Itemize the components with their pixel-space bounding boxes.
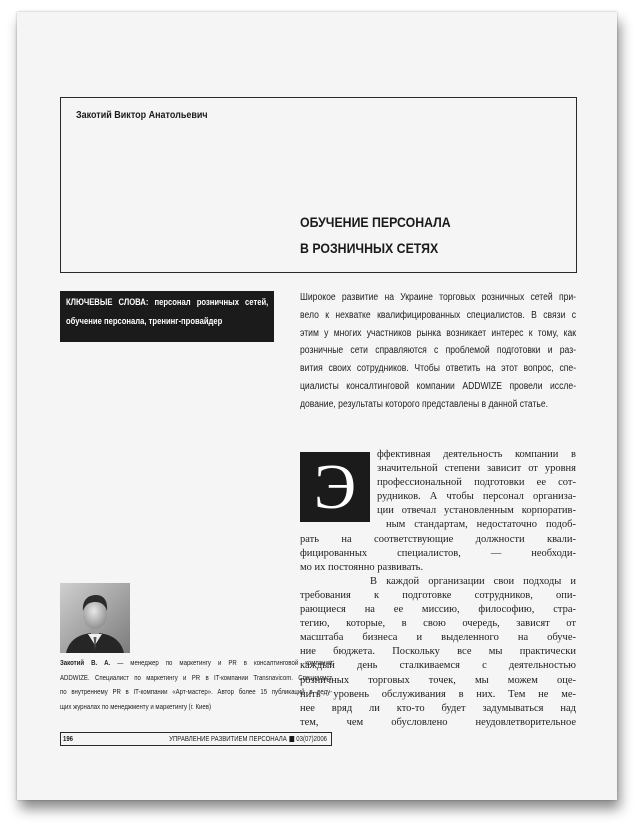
body-line: фицированных специалистов, — необходи-	[300, 547, 576, 559]
body-line: мо их постоянно развивать.	[300, 561, 424, 573]
journal-name: УПРАВЛЕНИЕ РАЗВИТИЕМ ПЕРСОНАЛА	[169, 734, 287, 743]
bio-line: по внутреннему PR в IT-компании «Арт-мастер». Автор более 15 публикаций в веду-	[60, 687, 333, 697]
author-portrait-image	[60, 583, 130, 653]
author-bio	[60, 656, 332, 714]
title-line: ОБУЧЕНИЕ ПЕРСОНАЛА	[300, 214, 451, 230]
footer-journal-info	[169, 733, 327, 745]
keywords-box	[60, 291, 274, 342]
body-line: розничных торговых точек, мы можем оце-	[300, 674, 576, 686]
body-line: значительной степени зависит от уровня	[377, 463, 576, 475]
body-line: ние бюджета. Поскольку все мы практически	[300, 646, 576, 658]
lead-line: Широкое развитие на Украине торговых розничных сетей при-	[300, 292, 577, 303]
bio-line: щих журналах по менеджменту и маркетингу (г. Киев)	[60, 701, 212, 711]
title-line: В РОЗНИЧНЫХ СЕТЯХ	[300, 240, 439, 256]
bio-line: ADDWIZE. Специалист по маркетингу и PR в IT-компании Transnavicom. Специалист	[60, 672, 333, 682]
body-line: ции отвечал установленным корпоратив-	[377, 505, 576, 517]
body-line: каждый день сталкиваемся с деятельностью	[300, 660, 576, 672]
bio-line	[60, 656, 332, 671]
article-title	[300, 209, 451, 261]
page-footer	[60, 732, 332, 746]
drop-cap: Э	[300, 452, 370, 522]
body-line: ффективная деятельность компании в	[377, 449, 576, 460]
body-line: требования к подготовке сотрудников, опи-	[300, 589, 576, 601]
author-photo	[60, 583, 130, 653]
body-line: рающиеся на ее миссию, философию, стра-	[300, 604, 576, 616]
body-line: тегию, которые, в свою очередь, зависят от	[300, 618, 576, 630]
body-line: рудников. А чтобы персонал организа-	[377, 491, 576, 503]
lead-line: циалисты консалтинговой компании ADDWIZE провели иссле-	[300, 380, 577, 392]
body-line: В каждой организации свои подходы и	[370, 575, 576, 587]
bio-author-name: Закотий В. А.	[60, 658, 111, 667]
author-name: Закотий Виктор Анатольевич	[76, 110, 208, 121]
lead-line: вело к нехватке квалифицированных специалистов. В связи с	[300, 309, 577, 321]
body-line: рать на соответствующие должности квали-	[300, 533, 576, 545]
body-line: тем, чем обусловлено неудовлетворительное	[300, 716, 576, 728]
page-number: 196	[63, 734, 74, 743]
lead-paragraph	[300, 289, 576, 414]
body-line: нее вряд ли кто-то будет задумываться над	[300, 702, 576, 714]
lead-line: вития своих сотрудников. Чтобы ответить на этот вопрос, спе-	[300, 363, 577, 375]
keywords-line: КЛЮЧЕВЫЕ СЛОВА: персонал розничных сетей,	[66, 297, 269, 307]
lead-line: розничные сети справляются с проблемой подготовки и раз-	[300, 345, 577, 357]
lead-line: дование, результаты которого представлены в данной статье.	[300, 398, 549, 410]
separator-square-icon	[289, 736, 294, 742]
body-line: нить уровень обслуживания в них. Тем не ме-	[300, 688, 576, 700]
keywords-text	[66, 293, 268, 331]
issue-number: 03(07)2006	[296, 734, 327, 743]
bio-text: — менеджер по маркетингу и PR в консалтинговой компании	[117, 658, 333, 667]
lead-line: этим у многих участников рынка возникает интерес к тому, как	[300, 327, 577, 339]
footer-content	[63, 733, 327, 745]
body-line: профессиональной подготовки ее сот-	[377, 477, 576, 489]
body-line: масштаба бизнеса и выделенного на обуче-	[300, 632, 576, 644]
body-text	[300, 448, 576, 730]
keywords-line: обучение персонала, тренинг-провайдер	[66, 316, 223, 326]
body-line: ным стандартам, недостаточно подоб-	[386, 519, 576, 531]
